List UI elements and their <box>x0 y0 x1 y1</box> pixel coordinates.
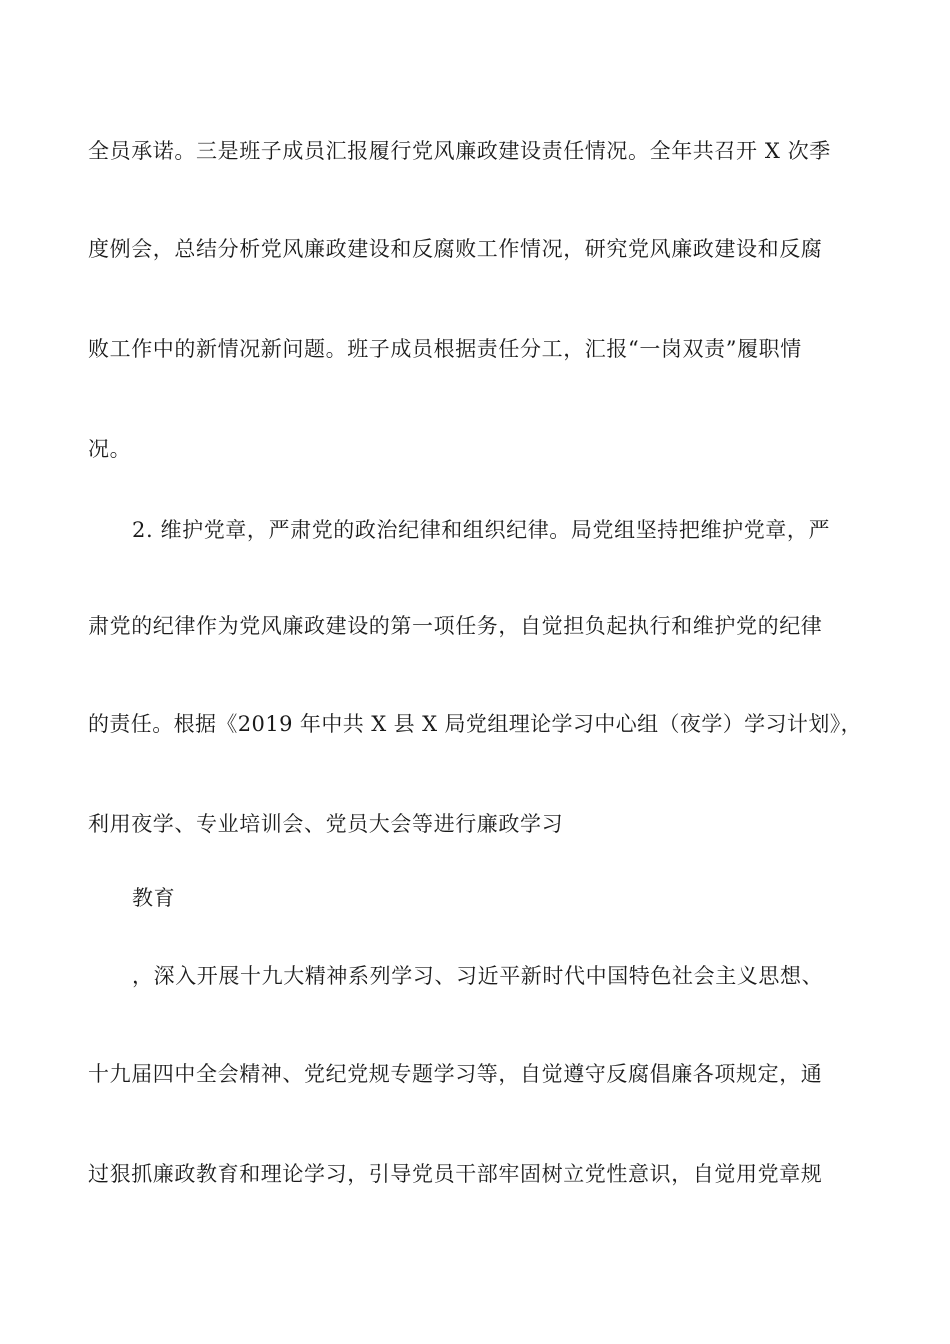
text-line-12: 过狠抓廉政教育和理论学习，引导党员干部牢固树立党性意识，自觉用党章规 <box>88 1162 823 1186</box>
text-line-11: 十九届四中全会精神、党纪党规专题学习等，自觉遵守反腐倡廉各项规定，通 <box>88 1062 823 1086</box>
text-line-3: 败工作中的新情况新问题。班子成员根据责任分工，汇报“一岗双责”履职情 <box>88 337 802 361</box>
paragraph-2-first-line: 2. 维护党章，严肃党的政治纪律和组织纪律。局党组坚持把维护党章，严 <box>132 518 831 542</box>
text-line-10: ，深入开展十九大精神系列学习、习近平新时代中国特色社会主义思想、 <box>132 964 824 988</box>
text-line-8: 利用夜学、专业培训会、党员大会等进行廉政学习 <box>88 812 564 836</box>
text-line-9: 教育 <box>132 886 176 910</box>
text-line-7: 的责任。根据《2019 年中共 X 县 X 局党组理论学习中心组（夜学）学习计划》， <box>88 712 863 736</box>
text-line-1: 全员承诺。三是班子成员汇报履行党风廉政建设责任情况。全年共召开 X 次季 <box>88 139 831 163</box>
text-line-6: 肃党的纪律作为党风廉政建设的第一项任务，自觉担负起执行和维护党的纪律 <box>88 614 823 638</box>
text-line-4: 况。 <box>88 437 132 461</box>
text-line-2: 度例会，总结分析党风廉政建设和反腐败工作情况，研究党风廉政建设和反腐 <box>88 237 823 261</box>
